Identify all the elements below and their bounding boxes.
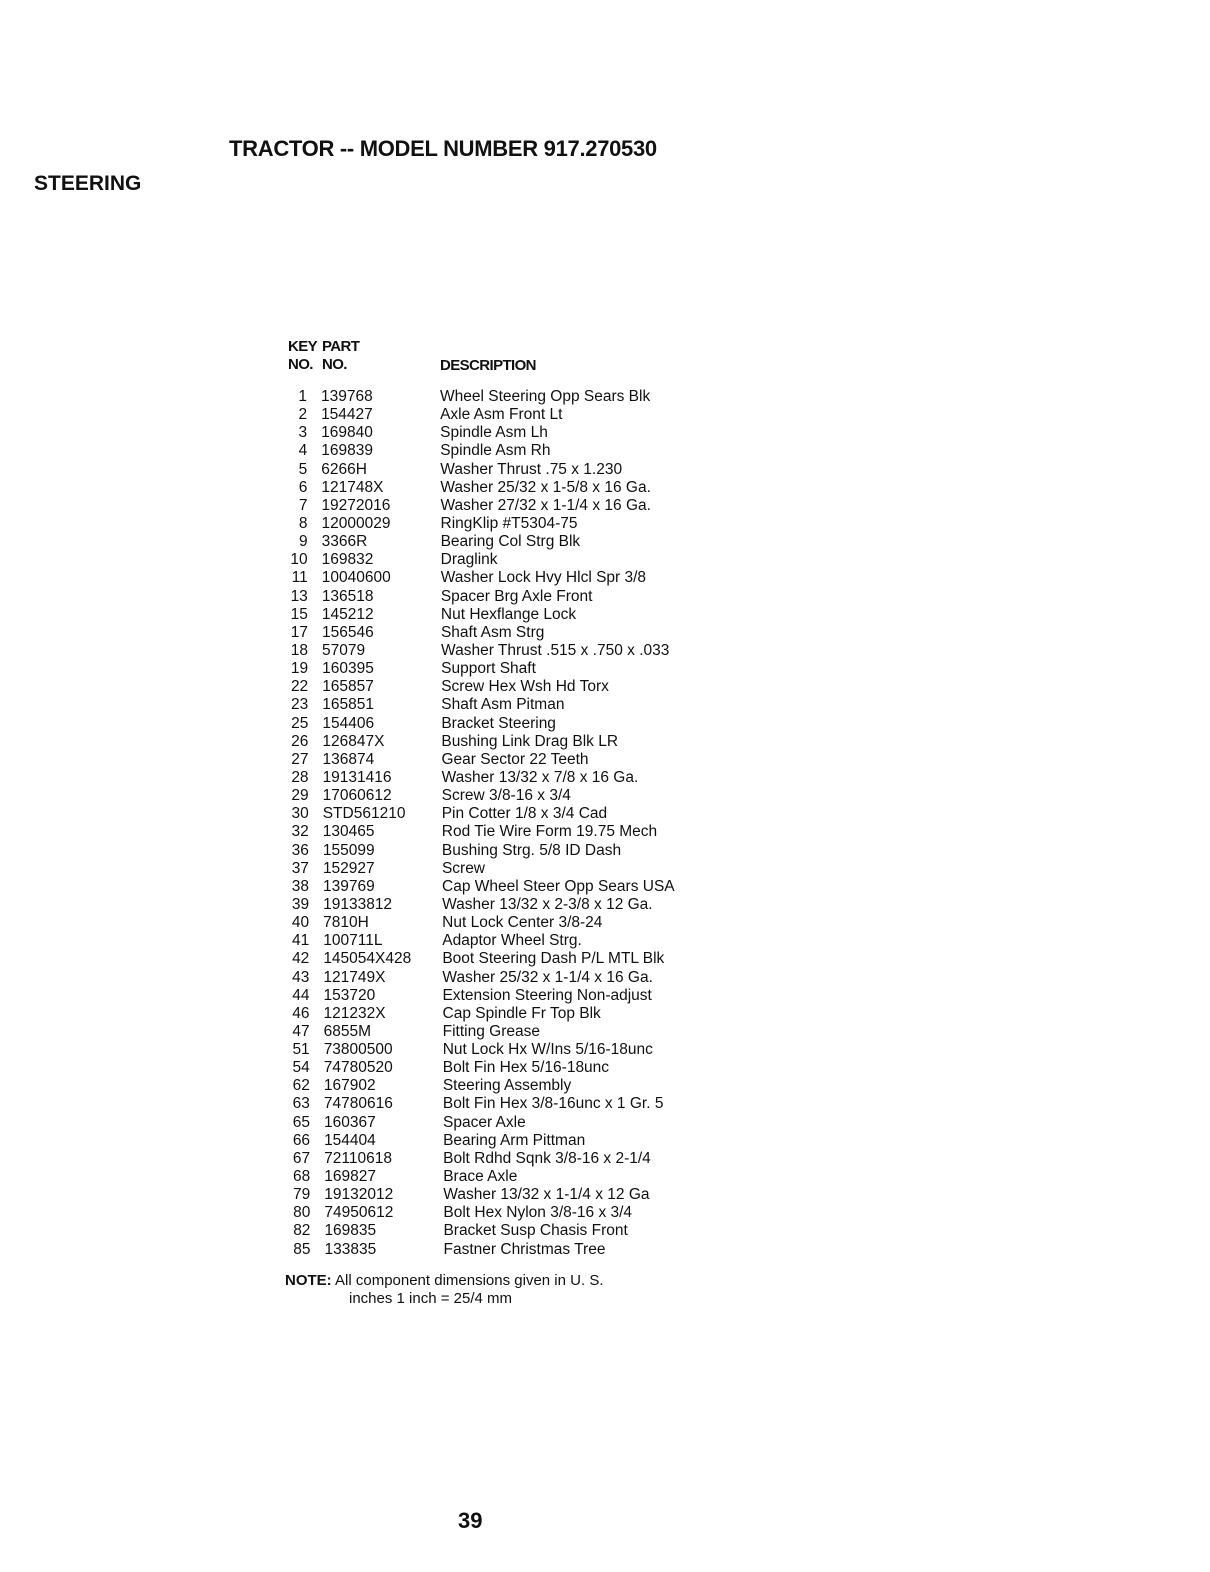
- key-header-line1: KEY: [288, 338, 318, 355]
- key-number: 46: [292, 1004, 310, 1022]
- key-number: 13: [290, 587, 308, 605]
- part-description: Washer Thrust .515 x .750 x .033: [441, 641, 670, 659]
- page-number: 39: [458, 1508, 483, 1533]
- key-number: 79: [293, 1186, 311, 1204]
- section-title: STEERING: [34, 172, 142, 195]
- table-row: [285, 969, 725, 987]
- key-number: 41: [292, 932, 310, 950]
- part-number: 19132012: [324, 1186, 394, 1204]
- key-number: 11: [291, 569, 308, 587]
- key-number: 22: [290, 678, 309, 696]
- part-number: 160395: [322, 660, 374, 678]
- part-description: Shaft Asm Strg: [440, 623, 545, 641]
- table-row: [286, 1005, 726, 1023]
- table-row: [285, 860, 725, 878]
- part-number: 169839: [321, 442, 373, 460]
- note-line1: All component dimensions given in U. S.: [335, 1272, 604, 1289]
- table-row: [284, 606, 724, 624]
- table-row: [284, 696, 724, 714]
- part-description: Screw 3/8-16 x 3/4: [441, 787, 571, 805]
- table-row: [283, 388, 723, 406]
- key-number: 63: [292, 1095, 310, 1113]
- key-number: 38: [291, 877, 310, 895]
- part-description: Axle Asm Front Lt: [440, 406, 563, 424]
- description-header: DESCRIPTION: [440, 357, 536, 374]
- key-number: 82: [293, 1222, 311, 1240]
- part-description: Fastner Christmas Tree: [443, 1240, 606, 1258]
- part-description: Gear Sector 22 Teeth: [441, 750, 589, 768]
- part-number: 19133812: [323, 895, 393, 913]
- key-number: 1: [298, 388, 307, 405]
- key-number: 28: [291, 768, 309, 786]
- table-row: [287, 1241, 727, 1259]
- table-row: [283, 424, 723, 442]
- key-number: 39: [291, 895, 310, 913]
- table-row: [285, 914, 725, 932]
- part-number: 169832: [321, 551, 374, 569]
- key-number: 18: [290, 641, 309, 659]
- part-number: 100711L: [323, 932, 383, 950]
- key-number: 25: [291, 714, 309, 732]
- part-description: Nut Hexflange Lock: [440, 605, 577, 623]
- table-row: [286, 1204, 726, 1222]
- part-number: 156546: [321, 623, 374, 641]
- note: [285, 1272, 604, 1308]
- part-description: Washer 27/32 x 1-1/4 x 16 Ga.: [440, 496, 651, 514]
- part-number: 121232X: [323, 1004, 386, 1022]
- table-row: [284, 551, 724, 569]
- part-description: Spacer Axle: [443, 1113, 526, 1131]
- part-number: 72110618: [324, 1149, 392, 1167]
- part-description: Shaft Asm Pitman: [441, 696, 565, 714]
- part-number: 139769: [323, 877, 375, 895]
- key-number: 23: [291, 696, 309, 714]
- table-row: [283, 479, 723, 497]
- table-row: [285, 751, 725, 769]
- part-number: 145212: [321, 605, 374, 623]
- part-number: 169827: [324, 1168, 376, 1186]
- part-number: 74780616: [323, 1095, 393, 1113]
- part-description: Fitting Grease: [442, 1022, 540, 1040]
- part-description: Washer Lock Hvy Hlcl Spr 3/8: [440, 569, 647, 587]
- key-number: 9: [298, 533, 308, 551]
- part-number: 167902: [323, 1077, 376, 1095]
- table-row: [286, 1222, 726, 1240]
- table-row: [283, 442, 723, 460]
- part-number: 169835: [324, 1222, 377, 1240]
- key-number: 80: [293, 1204, 311, 1222]
- table-row: [283, 461, 723, 479]
- part-description: Spindle Asm Rh: [440, 442, 551, 460]
- note-label: NOTE:: [285, 1272, 332, 1289]
- part-number: 155099: [322, 841, 375, 859]
- part-description: Washer 13/32 x 1-1/4 x 12 Ga: [443, 1186, 650, 1204]
- part-description: Bracket Susp Chasis Front: [443, 1222, 628, 1240]
- key-number: 5: [298, 460, 308, 478]
- key-number: 3: [298, 424, 308, 442]
- key-number: 32: [291, 823, 309, 841]
- key-number: 7: [298, 496, 308, 514]
- table-row: [286, 1150, 726, 1168]
- table-row: [284, 642, 724, 660]
- part-number: 169840: [321, 424, 373, 442]
- table-row: [284, 715, 724, 733]
- table-row: [286, 1186, 726, 1204]
- part-description: Screw Hex Wsh Hd Torx: [441, 678, 609, 696]
- key-number: 8: [298, 514, 308, 532]
- key-number: 6: [298, 478, 308, 496]
- table-row: [285, 842, 725, 860]
- table-row: [285, 878, 725, 896]
- part-number: 165857: [322, 678, 374, 696]
- part-description: Adaptor Wheel Strg.: [442, 932, 582, 950]
- part-number: 145054X428: [323, 950, 412, 968]
- part-description: Wheel Steering Opp Sears Blk: [440, 388, 651, 405]
- key-number: 2: [298, 406, 308, 424]
- key-number: 51: [292, 1041, 310, 1059]
- part-number: 154404: [324, 1131, 376, 1149]
- part-description: Rod Tie Wire Form 19.75 Mech: [441, 823, 658, 841]
- table-row: [286, 1041, 726, 1059]
- note-line2: inches 1 inch = 25/4 mm: [349, 1290, 513, 1307]
- part-description: Bolt Hex Nylon 3/8-16 x 3/4: [443, 1204, 633, 1222]
- key-header-line2: NO.: [288, 356, 313, 373]
- table-row: [285, 987, 725, 1005]
- key-number: 47: [292, 1022, 310, 1040]
- part-description: Nut Lock Hx W/Ins 5/16-18unc: [442, 1041, 653, 1059]
- part-description: Pin Cotter 1/8 x 3/4 Cad: [441, 805, 608, 823]
- key-number: 68: [292, 1168, 311, 1186]
- part-header-line1: PART: [322, 338, 360, 355]
- table-row: [284, 733, 724, 751]
- table-row: [286, 1132, 726, 1150]
- table-row: [284, 569, 724, 587]
- table-row: [284, 678, 724, 696]
- table-row: [286, 1095, 726, 1113]
- table-row: [284, 588, 724, 606]
- part-description: Washer Thrust .75 x 1.230: [440, 460, 623, 478]
- key-number: 26: [291, 732, 309, 750]
- part-description: Bushing Strg. 5/8 ID Dash: [441, 841, 622, 859]
- part-number: 19131416: [322, 768, 392, 786]
- key-number: 40: [291, 914, 310, 932]
- key-number: 10: [290, 551, 308, 569]
- table-row: [285, 769, 725, 787]
- table-row: [286, 1023, 726, 1041]
- part-number: 130465: [322, 823, 375, 841]
- part-number: 136518: [321, 587, 374, 605]
- part-number: 73800500: [323, 1041, 393, 1059]
- page-title: TRACTOR -- MODEL NUMBER 917.270530: [229, 136, 657, 161]
- part-description: Bolt Fin Hex 5/16-18unc: [442, 1059, 610, 1077]
- part-number: 121748X: [321, 478, 384, 496]
- part-description: Steering Assembly: [442, 1077, 572, 1095]
- table-row: [284, 660, 724, 678]
- table-row: [285, 896, 725, 914]
- table-row: [285, 787, 725, 805]
- key-number: 37: [291, 859, 309, 877]
- part-header-line2: NO.: [322, 356, 347, 373]
- part-description: Washer 13/32 x 2-3/8 x 12 Ga.: [442, 895, 653, 913]
- part-number: 74950612: [324, 1204, 394, 1222]
- part-description: Support Shaft: [441, 660, 536, 678]
- table-row: [284, 624, 724, 642]
- table-row: [285, 805, 725, 823]
- part-description: RingKlip #T5304-75: [440, 514, 578, 532]
- key-number: 36: [291, 841, 309, 859]
- part-number: STD561210: [322, 805, 406, 823]
- part-description: Draglink: [440, 551, 498, 569]
- part-number: 133835: [324, 1240, 377, 1258]
- part-number: 153720: [323, 986, 376, 1004]
- table-row: [286, 1077, 726, 1095]
- key-number: 54: [292, 1059, 310, 1077]
- key-number: 85: [293, 1240, 311, 1258]
- part-description: Washer 13/32 x 7/8 x 16 Ga.: [441, 768, 639, 786]
- part-description: Cap Wheel Steer Opp Sears USA: [442, 877, 675, 895]
- table-row: [283, 406, 723, 424]
- part-description: Boot Steering Dash P/L MTL Blk: [442, 950, 665, 968]
- part-number: 7810H: [323, 914, 369, 932]
- part-number: 6266H: [321, 460, 367, 478]
- part-number: 165851: [322, 696, 374, 714]
- table-row: [285, 932, 725, 950]
- table-row: [286, 1114, 726, 1132]
- part-description: Bearing Col Strg Blk: [440, 533, 581, 551]
- part-number: 121749X: [323, 968, 386, 986]
- part-number: 136874: [322, 750, 375, 768]
- table-row: [285, 823, 725, 841]
- part-number: 57079: [322, 641, 366, 659]
- part-number: 160367: [324, 1113, 376, 1131]
- part-description: Bolt Fin Hex 3/8-16unc x 1 Gr. 5: [442, 1095, 664, 1113]
- table-row: [285, 950, 725, 968]
- key-number: 29: [291, 787, 309, 805]
- key-number: 15: [290, 605, 308, 623]
- table-row: [286, 1168, 726, 1186]
- part-description: Screw: [441, 859, 486, 877]
- key-number: 66: [292, 1131, 311, 1149]
- key-number: 44: [292, 986, 310, 1004]
- key-number: 62: [292, 1077, 310, 1095]
- part-description: Extension Steering Non-adjust: [442, 986, 652, 1004]
- key-number: 17: [290, 623, 308, 641]
- part-description: Spindle Asm Lh: [440, 424, 548, 442]
- part-number: 3366R: [321, 533, 368, 551]
- key-number: 42: [292, 950, 310, 968]
- part-description: Bolt Rdhd Sqnk 3/8-16 x 2-1/4: [443, 1149, 651, 1167]
- part-number: 17060612: [322, 787, 392, 805]
- key-number: 30: [291, 805, 309, 823]
- part-description: Washer 25/32 x 1-5/8 x 16 Ga.: [440, 478, 651, 496]
- part-number: 6855M: [323, 1022, 372, 1040]
- part-description: Nut Lock Center 3/8-24: [442, 914, 603, 932]
- part-number: 139768: [321, 388, 373, 405]
- key-number: 27: [291, 750, 309, 768]
- table-row: [283, 497, 723, 515]
- key-number: 65: [292, 1113, 310, 1131]
- part-number: 152927: [322, 859, 375, 877]
- part-number: 74780520: [323, 1059, 393, 1077]
- key-number: 67: [292, 1149, 311, 1167]
- key-number: 43: [292, 968, 310, 986]
- part-description: Bearing Arm Pittman: [443, 1131, 586, 1149]
- part-description: Bracket Steering: [441, 714, 556, 732]
- part-number: 154406: [322, 714, 375, 732]
- part-number: 12000029: [321, 514, 391, 532]
- parts-list: [283, 388, 723, 1259]
- table-row: [284, 533, 724, 551]
- part-description: Washer 25/32 x 1-1/4 x 16 Ga.: [442, 968, 653, 986]
- part-description: Cap Spindle Fr Top Blk: [442, 1004, 601, 1022]
- table-row: [286, 1059, 726, 1077]
- part-description: Brace Axle: [443, 1168, 518, 1186]
- part-number: 126847X: [322, 732, 385, 750]
- table-row: [284, 515, 724, 533]
- part-number: 154427: [321, 406, 373, 424]
- part-description: Bushing Link Drag Blk LR: [441, 732, 619, 750]
- key-number: 4: [298, 442, 308, 460]
- part-number: 10040600: [321, 569, 391, 587]
- key-number: 19: [290, 660, 309, 678]
- part-description: Spacer Brg Axle Front: [440, 587, 593, 605]
- part-number: 19272016: [321, 496, 391, 514]
